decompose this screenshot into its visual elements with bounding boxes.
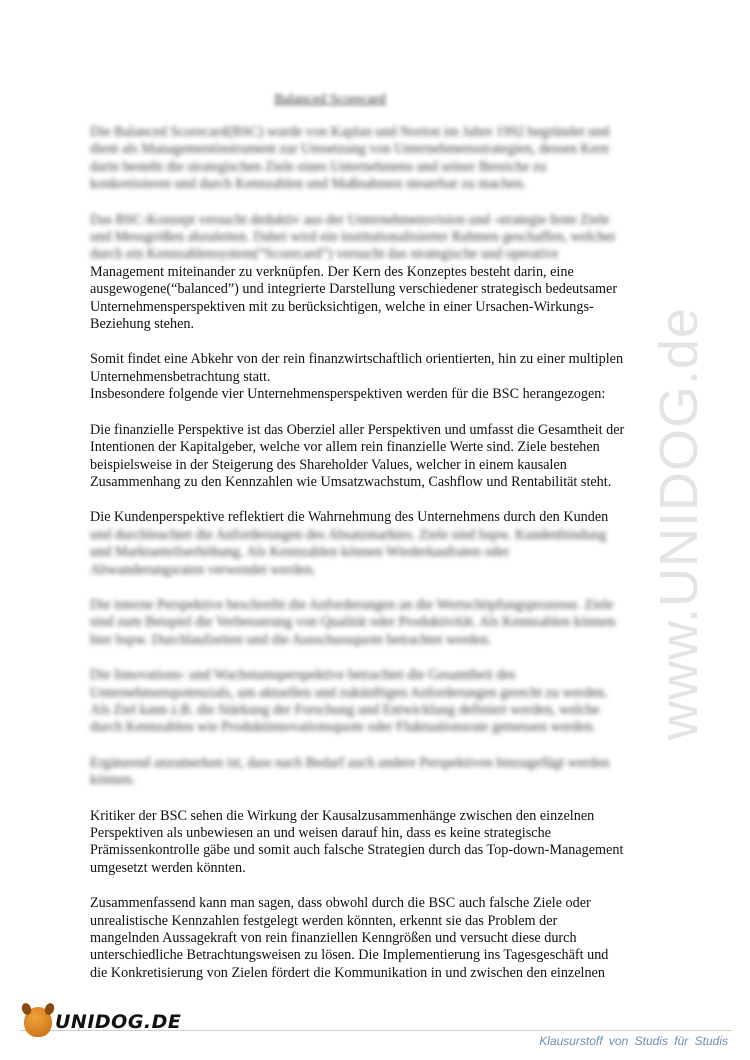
paragraph-intro [90,124,675,194]
text-line: Beziehung stehen. [90,316,195,333]
text-line: und Marktanteilserhöhung. Als Kennzahlen können Wiederkaufraten oder [90,544,510,561]
dog-icon [24,1007,52,1037]
text-line: Abwanderungsraten verwendet werden. [90,561,316,578]
paragraph-summary [90,895,675,982]
text-line: Die Balanced Scorecard(BSC) wurde von Kaplan und Norton im Jahre 1992 begründet und [90,124,610,140]
text-line: Intentionen der Kapitalgeber, welche vor allem rein finanzielle Werte sind. Ziele bestehen [90,439,600,456]
text-line: Prämissenkontrolle gäbe und somit auch falsche Strategien durch das Top-down-Management [90,842,624,859]
text-line: unterschiedliche Betrachtungsweisen zu lösen. Die Implementierung ins Tagesgeschäft und [90,947,609,964]
text-line: Unternehmenspotenzials, um aktuellen und zukünftigen Anforderungen gerecht zu werden. [90,684,608,701]
text-line: Die interne Perspektive beschreibt die Anforderungen an die Wertschöpfungsprozesse. Ziele [90,596,614,613]
unidog-logo[interactable] [24,1007,181,1037]
paragraph-financial-perspective [90,422,675,492]
paragraph-perspectives-intro [90,351,675,403]
paragraph-innovation-perspective [90,667,675,737]
text-line: und Messgrößen abzuleiten. Dabei wird ein institutionalisierter Rahmen geschaffen, welcher [90,229,616,246]
text-line: Management miteinander zu verknüpfen. Der Kern des Konzeptes besteht darin, eine [90,263,574,280]
footer-tagline: Klausurstoff von Studis für Studis [539,1034,728,1048]
text-line: Insbesondere folgende vier Unternehmensperspektiven werden für die BSC herangezogen: [90,386,606,403]
paragraph-additional-note [90,755,675,790]
paragraph-concept [90,212,675,334]
text-line: Als Ziel kann z.B. die Stärkung der Forschung und Entwicklung definiert werden, welche [90,701,600,718]
text-line: die Konkretisierung von Zielen fördert die Kommunikation in und zwischen den einzelnen [90,964,605,981]
paragraph-customer-perspective [90,509,675,579]
text-line: und durchleuchtet die Anforderungen des Absatzmarktes. Ziele sind bspw. Kundenbindung [90,526,607,543]
text-line: ausgewogene(“balanced”) und integrierte Darstellung verschiedener strategisch bedeutsamer [90,281,618,298]
text-line: Ergänzend anzumerken ist, dass nach Bedarf auch andere Perspektiven hinzugefügt werden [90,754,610,771]
text-line: sind zum Beispiel die Verbesserung von Qualität oder Produktivität. Als Kennzahlen können [90,614,616,631]
text-line: Zusammenfassend kann man sagen, dass obwohl durch die BSC auch falsche Ziele oder [90,895,591,912]
text-line: Das BSC-Konzept versucht deduktiv aus der Unternehmensvision und -strategie feste Ziele [90,211,610,228]
text-line: Somit findet eine Abkehr von der rein finanzwirtschaftlich orientierten, hin zu einer multiplen [90,351,624,368]
paragraph-internal-perspective [90,597,675,649]
text-line: unrealistische Kennzahlen festgelegt werden könnten, erkennt sie das Problem der [90,912,558,929]
text-line: Zusammenhang zu den Kennzahlen wie Umsatzwachstum, Cashflow und Rentabilität steht. [90,473,612,490]
document-title: Balanced Scorecard [274,92,386,107]
text-line: Die Innovations- und Wachstumsperspektive betrachtet die Gesamtheit des [90,667,516,684]
paragraph-criticism [90,808,675,878]
text-line: Kritiker der BSC sehen die Wirkung der Kausalzusammenhänge zwischen den einzelnen [90,807,595,824]
text-line: Unternehmensbetrachtung statt. [90,368,271,385]
text-line: Unternehmensperspektiven mit zu berücksichtigen, welche in einer Ursachen-Wirkungs- [90,298,594,315]
text-line: Die finanzielle Perspektive ist das Oberziel aller Perspektiven und umfasst die Gesamtheit der [90,421,625,438]
text-line: mangelnden Aussagekraft von rein finanziellen Kenngrößen und versucht diese durch [90,930,577,947]
logo-text: UNIDOG.DE [55,1011,182,1033]
text-line: Perspektiven als unbewiesen an und weisen darauf hin, dass es keine strategische [90,825,551,841]
text-line: durch Kennzahlen wie Produktinnovationsquote oder Fluktuationsrate gemessen werden. [90,719,596,736]
document-body [90,124,675,1000]
text-line: beispielsweise in der Steigerung des Shareholder Values, welcher in einem kausalen [90,456,567,473]
text-line: darin besteht die strategischen Ziele eines Unternehmens und seiner Bereiche zu [90,158,547,175]
text-line: konkretisieren und durch Kennzahlen und Maßnahmen steuerbar zu machen. [90,176,527,193]
text-line: dient als Managementinstrument zur Umsetzung von Unternehmensstrategien, dessen Kern [90,141,609,158]
text-line: durch ein Kennzahlensystem(“Scorecard”) versucht das strategische und operative [90,246,559,263]
text-line: umgesetzt werden könnten. [90,859,246,876]
text-line: können. [90,772,136,789]
text-line: hier bspw. Durchlaufzeiten und die Ausschussquote betrachtet werden. [90,631,492,648]
watermark: www.UNIDOG.de [649,306,709,740]
text-line: Die Kundenperspektive reflektiert die Wahrnehmung des Unternehmens durch den Kunden [90,509,609,526]
